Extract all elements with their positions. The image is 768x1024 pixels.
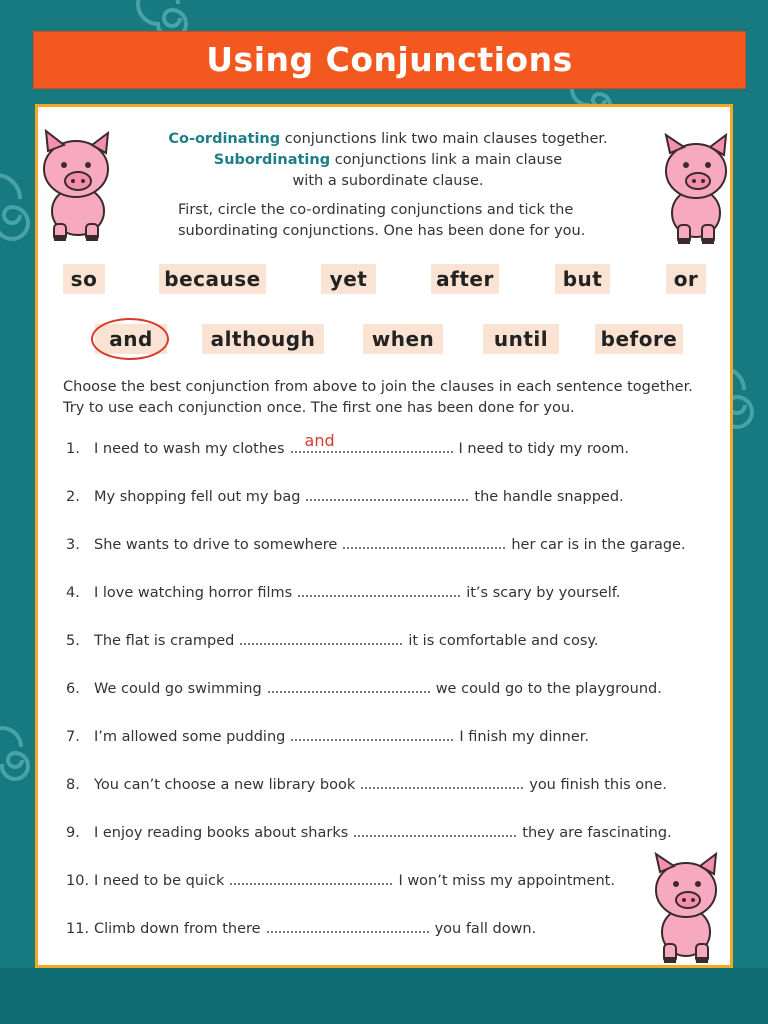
question-item: [66, 821, 686, 845]
answer-blank[interactable]: [306, 487, 468, 501]
answer-blank[interactable]: [343, 535, 505, 549]
answer-blank[interactable]: [268, 679, 430, 693]
pig-illustration: [26, 129, 126, 244]
word-chip: so: [63, 264, 105, 294]
question-end: her car is in the garage.: [511, 537, 686, 553]
question-number: 5.: [66, 633, 80, 649]
filled-answer: and: [304, 431, 335, 450]
word-chip: but: [555, 264, 610, 294]
pig-illustration: [650, 133, 740, 248]
worksheet: [35, 104, 733, 968]
question-number: 7.: [66, 729, 80, 745]
page-title: Using Conjunctions: [206, 39, 573, 79]
question-end: I won’t miss my appointment.: [398, 873, 615, 889]
question-item: [66, 677, 686, 701]
question-end: I need to tidy my room.: [458, 441, 629, 457]
instruction-choose: Choose the best conjunction from above to join the clauses in each sentence together. Try to use each conjunction once. The first one has been done for you.: [63, 379, 693, 416]
answer-blank[interactable]: [298, 583, 460, 597]
answer-blank[interactable]: [267, 919, 429, 933]
answer-blank[interactable]: [354, 823, 516, 837]
question-number: 9.: [66, 825, 80, 841]
intro-line-2: conjunctions link a main clause: [330, 152, 563, 168]
question-item: [66, 917, 686, 941]
answer-blank[interactable]: [291, 727, 453, 741]
word-chip-circled: and: [95, 324, 167, 354]
word-chip: when: [363, 324, 443, 354]
subordinating-term: Subordinating: [213, 152, 331, 168]
answer-blank[interactable]: [230, 871, 392, 885]
question-number: 4.: [66, 585, 80, 601]
question-start: We could go swimming: [94, 681, 262, 697]
intro-line-1: conjunctions link two main clauses together.: [280, 131, 608, 147]
question-end: it’s scary by yourself.: [466, 585, 621, 601]
question-item: [66, 485, 686, 509]
question-end: you finish this one.: [529, 777, 667, 793]
coordinating-term: Co-ordinating: [168, 131, 281, 147]
question-number: 11.: [66, 921, 90, 937]
question-item: [66, 869, 686, 893]
instruction-circle-tick: First, circle the co-ordinating conjunctions and tick the subordinating conjunctions. One has been done for you.: [178, 202, 586, 239]
question-start: I need to wash my clothes: [94, 441, 285, 457]
question-start: I need to be quick: [94, 873, 225, 889]
answer-blank[interactable]: [240, 631, 402, 645]
question-item: [66, 725, 686, 749]
question-item: [66, 431, 686, 461]
word-chip: until: [483, 324, 559, 354]
question-end: it is comfortable and cosy.: [408, 633, 599, 649]
question-start: She wants to drive to somewhere: [94, 537, 338, 553]
word-chip: after: [431, 264, 499, 294]
word-chip: because: [159, 264, 266, 294]
intro-line-3: with a subordinate clause.: [292, 173, 484, 189]
question-number: 1.: [66, 441, 80, 457]
bottom-band: [0, 968, 768, 1024]
answer-blank[interactable]: [291, 431, 453, 453]
question-number: 10.: [66, 873, 90, 889]
question-number: 2.: [66, 489, 80, 505]
word-chip: yet: [321, 264, 376, 294]
question-end: you fall down.: [434, 921, 537, 937]
question-number: 3.: [66, 537, 80, 553]
question-start: My shopping fell out my bag: [94, 489, 301, 505]
word-chip: before: [595, 324, 683, 354]
intro-text: [168, 129, 608, 192]
question-item: [66, 581, 686, 605]
red-circle-mark: [91, 318, 169, 360]
answer-blank[interactable]: [361, 775, 523, 789]
question-start: You can’t choose a new library book: [94, 777, 356, 793]
question-start: The flat is cramped: [94, 633, 235, 649]
question-item: [66, 629, 686, 653]
question-end: we could go to the playground.: [435, 681, 662, 697]
question-end: I finish my dinner.: [459, 729, 590, 745]
question-number: 6.: [66, 681, 80, 697]
question-item: [66, 773, 686, 797]
title-banner: [33, 31, 746, 89]
question-end: the handle snapped.: [474, 489, 624, 505]
question-start: I love watching horror films: [94, 585, 293, 601]
question-start: Climb down from there: [94, 921, 261, 937]
question-start: I enjoy reading books about sharks: [94, 825, 349, 841]
question-start: I’m allowed some pudding: [94, 729, 286, 745]
word-chip: or: [666, 264, 706, 294]
question-item: [66, 533, 686, 557]
word-chip: although: [202, 324, 324, 354]
question-number: 8.: [66, 777, 80, 793]
question-end: they are fascinating.: [522, 825, 672, 841]
